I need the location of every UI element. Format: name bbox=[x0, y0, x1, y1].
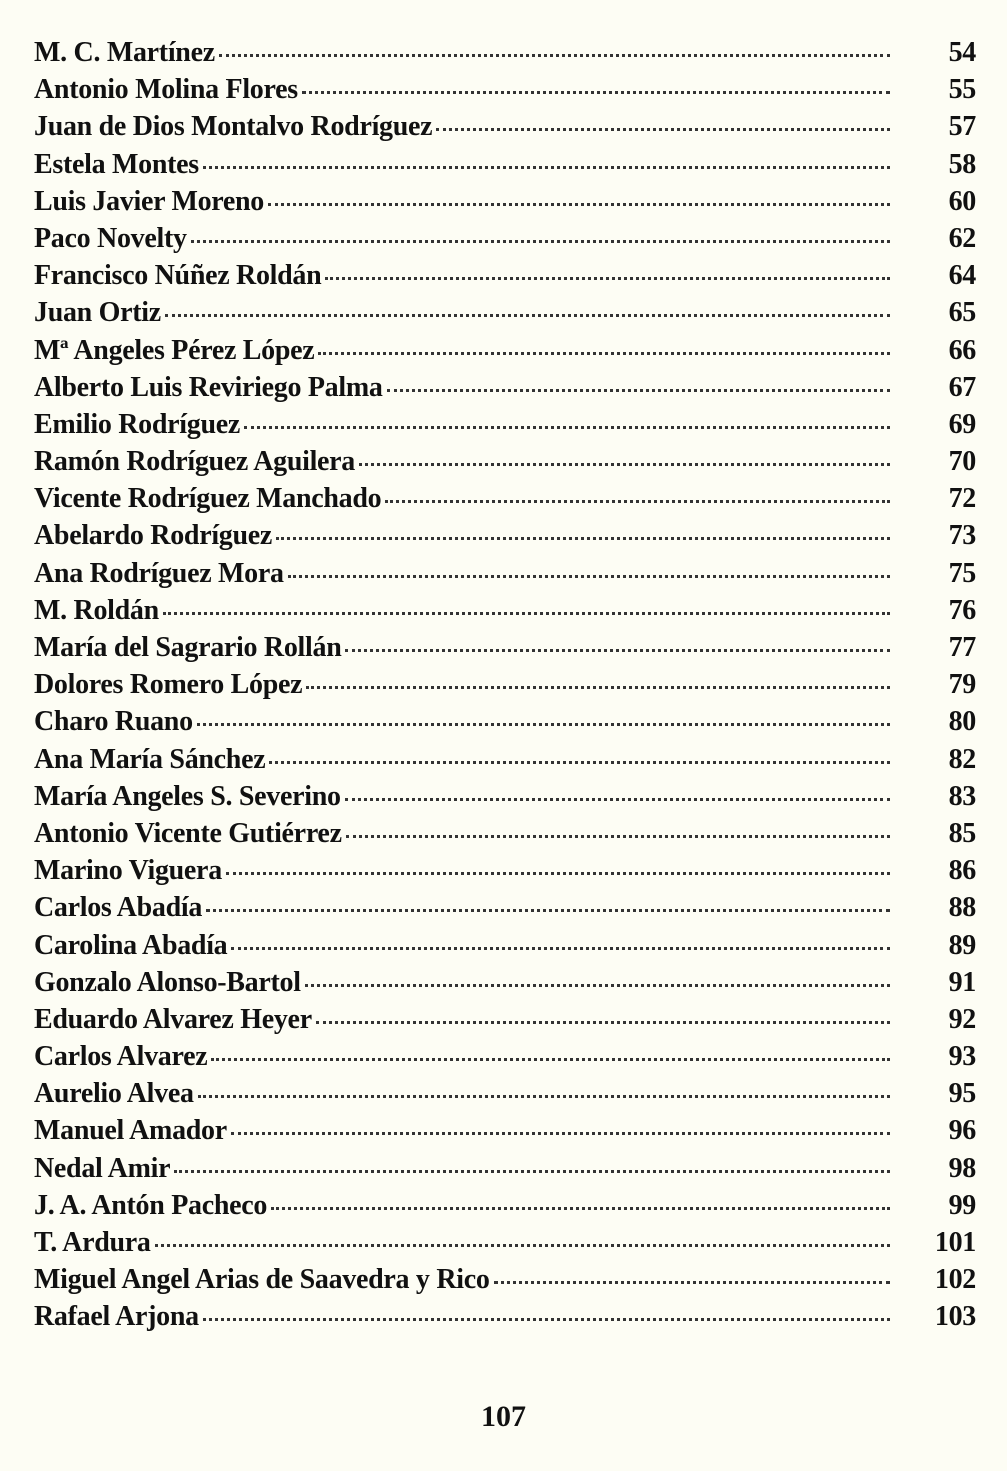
dot-leader bbox=[345, 798, 890, 801]
toc-entry bbox=[34, 1038, 976, 1075]
dot-leader bbox=[436, 128, 890, 131]
toc-entry-name: Rafael Arjona bbox=[34, 1301, 199, 1333]
dot-leader bbox=[155, 1244, 890, 1247]
toc-entry bbox=[34, 927, 976, 964]
dot-leader bbox=[385, 500, 890, 503]
toc-entry-name: Ana Rodríguez Mora bbox=[34, 557, 284, 589]
dot-leader bbox=[345, 649, 890, 652]
toc-entry-page: 70 bbox=[948, 446, 976, 478]
dot-leader bbox=[318, 352, 890, 355]
toc-entry-page: 96 bbox=[948, 1115, 976, 1147]
toc-entry-name: Estela Montes bbox=[34, 148, 199, 180]
toc-entry bbox=[34, 220, 976, 257]
toc-entry-page: 102 bbox=[934, 1264, 976, 1296]
toc-entry-name: Eduardo Alvarez Heyer bbox=[34, 1003, 312, 1035]
dot-leader bbox=[206, 909, 890, 912]
toc-entry bbox=[34, 1224, 976, 1261]
toc-entry-page: 72 bbox=[948, 483, 976, 515]
toc-entry-name: Paco Novelty bbox=[34, 222, 187, 254]
dot-leader bbox=[268, 203, 890, 206]
toc-entry-name: Antonio Vicente Gutiérrez bbox=[34, 817, 342, 849]
toc-entry-page: 99 bbox=[948, 1189, 976, 1221]
toc-entry-page: 75 bbox=[948, 557, 976, 589]
toc-entry-name: Mª Angeles Pérez López bbox=[34, 334, 315, 366]
toc-entry-page: 83 bbox=[948, 780, 976, 812]
toc-entry-page: 103 bbox=[934, 1301, 976, 1333]
toc-entry-page: 92 bbox=[948, 1003, 976, 1035]
toc-entry-name: Dolores Romero López bbox=[34, 669, 303, 701]
toc-entry-page: 101 bbox=[934, 1227, 976, 1258]
toc-entry bbox=[34, 108, 976, 145]
toc-entry bbox=[34, 332, 976, 369]
toc-entry-name: Ana María Sánchez bbox=[34, 743, 266, 775]
toc-entry-name: Luis Javier Moreno bbox=[34, 185, 265, 217]
toc-entry bbox=[34, 443, 976, 480]
dot-leader bbox=[163, 612, 890, 615]
dot-leader bbox=[244, 426, 890, 429]
dot-leader bbox=[203, 1318, 890, 1321]
toc-entry-name: María del Sagrario Rollán bbox=[34, 632, 342, 663]
dot-leader bbox=[346, 835, 890, 838]
dot-leader bbox=[305, 984, 890, 987]
toc-entry-page: 58 bbox=[948, 148, 976, 180]
dot-leader bbox=[271, 1207, 890, 1210]
toc-entry bbox=[34, 146, 976, 183]
table-of-contents bbox=[34, 34, 976, 1336]
toc-entry-name: Juan de Dios Montalvo Rodríguez bbox=[34, 111, 433, 143]
dot-leader bbox=[387, 389, 890, 392]
toc-entry bbox=[34, 294, 976, 331]
toc-entry-name: Carlos Abadía bbox=[34, 892, 203, 924]
toc-entry bbox=[34, 517, 976, 554]
toc-entry-page: 76 bbox=[948, 594, 976, 626]
toc-entry-page: 65 bbox=[948, 297, 976, 329]
toc-entry-name: Emilio Rodríguez bbox=[34, 408, 240, 440]
toc-entry-page: 73 bbox=[948, 520, 976, 552]
toc-entry bbox=[34, 1075, 976, 1112]
toc-entry-page: 60 bbox=[948, 185, 976, 217]
toc-entry-page: 80 bbox=[948, 706, 976, 738]
toc-entry-page: 67 bbox=[948, 371, 976, 403]
toc-entry bbox=[34, 1187, 976, 1224]
toc-entry-page: 91 bbox=[948, 966, 976, 998]
toc-entry-name: Marino Viguera bbox=[34, 855, 222, 887]
toc-entry bbox=[34, 852, 976, 889]
dot-leader bbox=[165, 314, 890, 317]
toc-entry bbox=[34, 629, 976, 666]
toc-entry-page: 85 bbox=[948, 817, 976, 849]
toc-entry-page: 98 bbox=[948, 1152, 976, 1184]
toc-entry-name: Francisco Núñez Roldán bbox=[34, 260, 322, 292]
toc-entry-name: Carlos Alvarez bbox=[34, 1041, 208, 1073]
dot-leader bbox=[494, 1281, 890, 1284]
dot-leader bbox=[174, 1170, 890, 1173]
toc-entry-page: 93 bbox=[948, 1041, 976, 1073]
toc-entry bbox=[34, 815, 976, 852]
toc-entry-name: J. A. Antón Pacheco bbox=[34, 1189, 268, 1221]
toc-entry bbox=[34, 592, 976, 629]
toc-entry bbox=[34, 406, 976, 443]
toc-entry-name: Nedal Amir bbox=[34, 1152, 171, 1184]
toc-entry-page: 89 bbox=[948, 929, 976, 961]
toc-entry-page: 88 bbox=[948, 892, 976, 924]
toc-entry-page: 54 bbox=[948, 37, 976, 68]
toc-entry-page: 62 bbox=[948, 222, 976, 254]
dot-leader bbox=[276, 537, 890, 540]
toc-entry-page: 66 bbox=[948, 334, 976, 366]
toc-entry bbox=[34, 257, 976, 294]
toc-entry-page: 77 bbox=[948, 632, 976, 663]
dot-leader bbox=[306, 686, 890, 689]
dot-leader bbox=[197, 723, 890, 726]
toc-entry-name: Aurelio Alvea bbox=[34, 1078, 194, 1110]
page-number: 107 bbox=[481, 1400, 526, 1433]
toc-entry-name: Abelardo Rodríguez bbox=[34, 520, 273, 552]
dot-leader bbox=[288, 575, 890, 578]
toc-entry-name: Vicente Rodríguez Manchado bbox=[34, 483, 382, 515]
toc-entry-page: 82 bbox=[948, 743, 976, 775]
toc-entry-page: 55 bbox=[948, 74, 976, 106]
toc-entry-name: M. Roldán bbox=[34, 594, 159, 626]
toc-entry-page: 86 bbox=[948, 855, 976, 887]
dot-leader bbox=[226, 872, 890, 875]
toc-entry-name: Juan Ortiz bbox=[34, 297, 161, 329]
toc-entry-page: 95 bbox=[948, 1078, 976, 1110]
toc-entry-page: 64 bbox=[948, 260, 976, 292]
toc-entry-name: Manuel Amador bbox=[34, 1115, 227, 1147]
toc-entry-page: 57 bbox=[948, 111, 976, 143]
dot-leader bbox=[231, 947, 890, 950]
dot-leader bbox=[219, 54, 890, 57]
toc-entry bbox=[34, 1112, 976, 1149]
toc-entry-page: 69 bbox=[948, 408, 976, 440]
dot-leader bbox=[211, 1058, 890, 1061]
dot-leader bbox=[198, 1095, 890, 1098]
toc-entry bbox=[34, 1150, 976, 1187]
toc-entry-name: Charo Ruano bbox=[34, 706, 193, 738]
dot-leader bbox=[269, 761, 890, 764]
dot-leader bbox=[325, 277, 890, 280]
toc-entry bbox=[34, 703, 976, 740]
toc-entry-name: María Angeles S. Severino bbox=[34, 780, 341, 812]
dot-leader bbox=[203, 166, 890, 169]
toc-entry-page: 79 bbox=[948, 669, 976, 701]
toc-entry-name: Carolina Abadía bbox=[34, 929, 228, 961]
toc-entry bbox=[34, 741, 976, 778]
toc-entry bbox=[34, 480, 976, 517]
toc-entry bbox=[34, 666, 976, 703]
toc-entry-name: T. Ardura bbox=[34, 1227, 151, 1258]
dot-leader bbox=[191, 240, 890, 243]
toc-entry bbox=[34, 964, 976, 1001]
toc-entry bbox=[34, 889, 976, 926]
toc-entry bbox=[34, 71, 976, 108]
toc-entry-name: Ramón Rodríguez Aguilera bbox=[34, 446, 356, 478]
toc-entry bbox=[34, 1001, 976, 1038]
toc-entry-name: Antonio Molina Flores bbox=[34, 74, 298, 106]
toc-entry bbox=[34, 778, 976, 815]
toc-entry bbox=[34, 1298, 976, 1335]
toc-entry bbox=[34, 34, 976, 71]
dot-leader bbox=[316, 1021, 890, 1024]
toc-entry bbox=[34, 555, 976, 592]
toc-entry bbox=[34, 183, 976, 220]
toc-entry bbox=[34, 1261, 976, 1298]
toc-entry-name: Miguel Angel Arias de Saavedra y Rico bbox=[34, 1264, 490, 1296]
dot-leader bbox=[359, 463, 890, 466]
dot-leader bbox=[302, 91, 890, 94]
toc-entry-name: Alberto Luis Reviriego Palma bbox=[34, 371, 383, 403]
toc-entry-name: M. C. Martínez bbox=[34, 37, 215, 68]
dot-leader bbox=[231, 1132, 890, 1135]
toc-entry-name: Gonzalo Alonso-Bartol bbox=[34, 966, 301, 998]
toc-entry bbox=[34, 369, 976, 406]
